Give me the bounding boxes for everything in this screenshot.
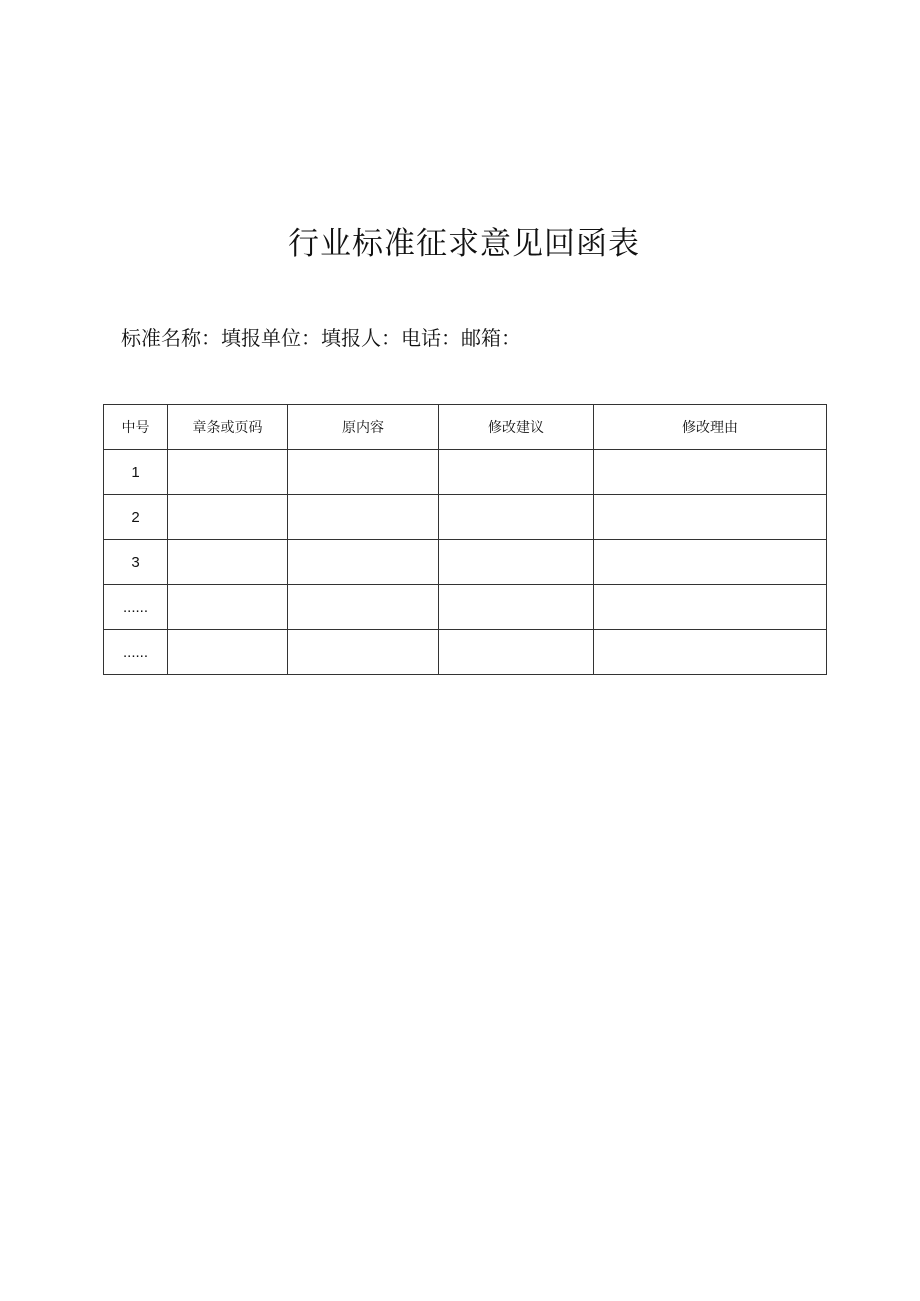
clause-cell[interactable] [168, 585, 288, 630]
suggestion-cell[interactable] [439, 630, 594, 675]
header-change-reason: 修改理由 [594, 405, 827, 450]
row-number-cell: ...... [104, 630, 168, 675]
reason-cell[interactable] [594, 450, 827, 495]
table-row [104, 495, 827, 540]
original-content-cell[interactable] [288, 540, 439, 585]
table-row [104, 450, 827, 495]
table-row [104, 630, 827, 675]
row-number-cell: ...... [104, 585, 168, 630]
table-header-row [104, 405, 827, 450]
suggestion-cell[interactable] [439, 585, 594, 630]
header-suggested-change: 修改建议 [439, 405, 594, 450]
reason-cell[interactable] [594, 495, 827, 540]
suggestion-cell[interactable] [439, 450, 594, 495]
clause-cell[interactable] [168, 540, 288, 585]
row-number-cell: 1 [104, 450, 168, 495]
clause-cell[interactable] [168, 495, 288, 540]
header-clause-or-page: 章条或页码 [168, 405, 288, 450]
header-original-content: 原内容 [288, 405, 439, 450]
header-serial-number: 中号 [104, 405, 168, 450]
original-content-cell[interactable] [288, 450, 439, 495]
suggestion-cell[interactable] [439, 540, 594, 585]
table-row [104, 585, 827, 630]
suggestion-cell[interactable] [439, 495, 594, 540]
original-content-cell[interactable] [288, 630, 439, 675]
page-title: 行业标准征求意见回函表 [288, 226, 640, 262]
row-number-cell: 2 [104, 495, 168, 540]
table-row [104, 540, 827, 585]
original-content-cell[interactable] [288, 495, 439, 540]
feedback-table [103, 404, 827, 675]
original-content-cell[interactable] [288, 585, 439, 630]
clause-cell[interactable] [168, 630, 288, 675]
reason-cell[interactable] [594, 585, 827, 630]
row-number-cell: 3 [104, 540, 168, 585]
reason-cell[interactable] [594, 630, 827, 675]
clause-cell[interactable] [168, 450, 288, 495]
reason-cell[interactable] [594, 540, 827, 585]
form-info-line: 标准名称：填报单位：填报人：电话：邮箱： [121, 326, 521, 350]
